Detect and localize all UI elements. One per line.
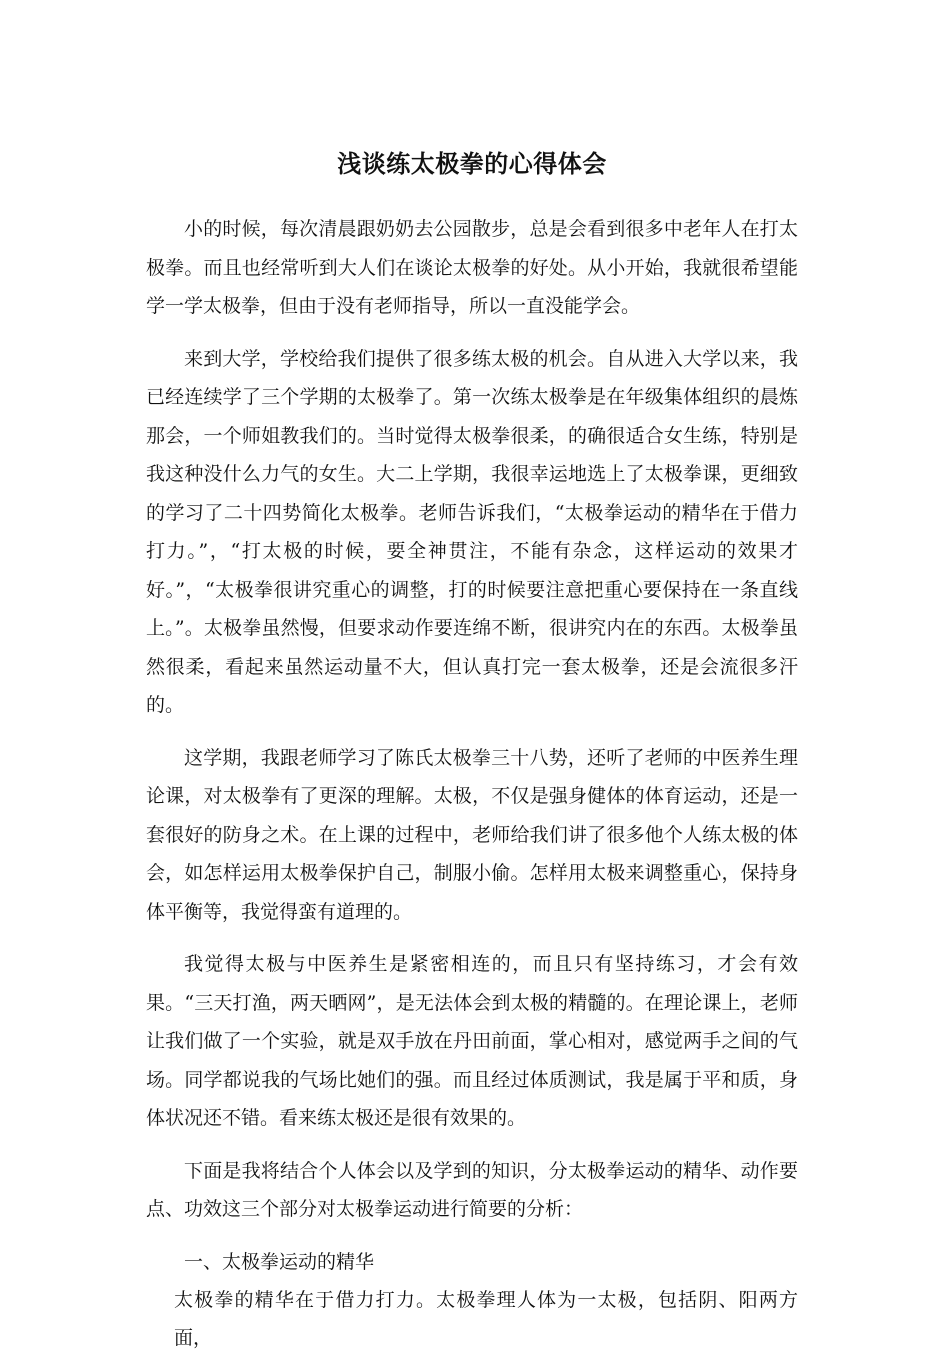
paragraph-3: 这学期，我跟老师学习了陈氏太极拳三十八势，还听了老师的中医养生理论课，对太极拳有了更深的理解。太极，不仅是强身健体的体育运动，还是一套很好的防身之术。在上课的过程中，老师给我们讲了很多他个人练太极的体会，如怎样运用太极拳保护自己，制服小偷。怎样用太极来调整重心，保持身体平衡等，我觉得蛮有道理的。 xyxy=(146,746,798,923)
section-text: 太极拳的精华在于借力打力。太极拳理人体为一太极，包括阴、阳两方面， xyxy=(174,1288,798,1349)
paragraph-5: 下面是我将结合个人体会以及学到的知识，分太极拳运动的精华、动作要点、功效这三个部分对太极拳运动进行简要的分析： xyxy=(146,1159,798,1220)
paragraph-1: 小的时候，每次清晨跟奶奶去公园散步，总是会看到很多中老年人在打太极拳。而且也经常听到大人们在谈论太极拳的好处。从小开始，我就很希望能学一学太极拳，但由于没有老师指导，所以一直没能学会。 xyxy=(146,218,798,317)
paragraph-4: 我觉得太极与中医养生是紧密相连的，而且只有坚持练习，才会有效果。“三天打渔，两天晒网”，是无法体会到太极的精髓的。在理论课上，老师让我们做了一个实验，就是双手放在丹田前面，掌心相对，感觉两手之间的气场。同学都说我的气场比她们的强。而且经过体质测试，我是属于平和质，身体状况还不错。看来练太极还是很有效果的。 xyxy=(146,953,798,1129)
paragraph-2: 来到大学，学校给我们提供了很多练太极的机会。自从进入大学以来，我已经连续学了三个学期的太极拳了。第一次练太极拳是在年级集体组织的晨炼那会，一个师姐教我们的。当时觉得太极拳很柔，的确很适合女生练，特别是我这种没什么力气的女生。大二上学期，我很幸运地选上了太极拳课，更细致的学习了二十四势简化太极拳。老师告诉我们，“太极拳运动的精华在于借力打力。”，“打太极的时候，要全神贯注，不能有杂念，这样运动的效果才好。”，“太极拳很讲究重心的调整，打的时候要注意把重心要保持在一条直线上。”。太极拳虽然慢，但要求动作要连绵不断，很讲究内在的东西。太极拳虽然很柔，看起来虽然运动量不大，但认真打完一套太极拳，还是会流很多汗的。 xyxy=(146,347,798,716)
section-heading: 一、太极拳运动的精华 xyxy=(184,1250,375,1273)
document-title: 浅谈练太极拳的心得体会 xyxy=(337,149,607,178)
